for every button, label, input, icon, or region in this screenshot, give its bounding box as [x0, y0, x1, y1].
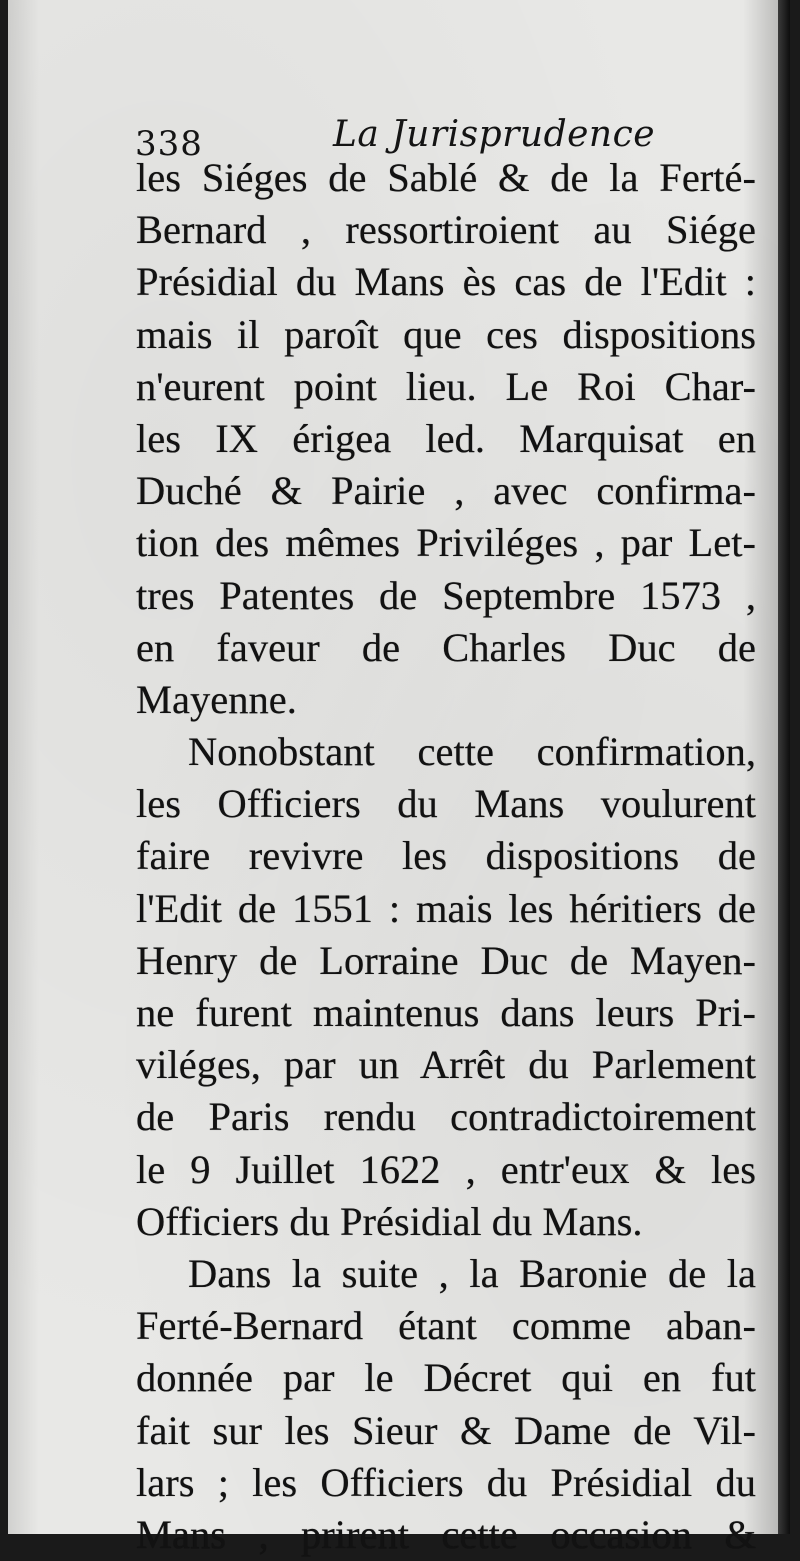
text-line: viléges, par un Arrêt du Parlement	[136, 1042, 756, 1088]
text-line: ne furent maintenus dans leurs Pri-	[136, 990, 756, 1035]
book-page	[8, 0, 790, 1557]
running-title: La Jurisprudence	[333, 114, 656, 155]
text-line: Ferté-Bernard étant comme aban-	[136, 1303, 756, 1349]
text-line: les IX érigea led. Marquisat en	[136, 415, 756, 461]
text-line: fait sur les Sieur & Dame de Vil-	[136, 1407, 756, 1453]
text-line: les Officiers du Mans voulurent	[136, 781, 756, 827]
paragraph-end-line: Officiers du Présidial du Mans.	[136, 1198, 643, 1244]
paragraph-start-line: Dans la suite , la Baronie de la	[188, 1250, 756, 1296]
text-line: tion des mêmes Priviléges , par Let-	[136, 520, 756, 566]
paragraph-end-line: Mayenne.	[136, 676, 297, 722]
text-line: lars ; les Officiers du Présidial du	[136, 1459, 756, 1505]
text-line: l'Edit de 1551 : mais les héritiers de	[136, 885, 756, 931]
text-line: donnée par le Décret qui en fut	[136, 1355, 756, 1401]
text-line: n'eurent point lieu. Le Roi Char-	[136, 363, 756, 409]
text-line: en faveur de Charles Duc de	[136, 624, 756, 670]
text-line: de Paris rendu contradictoirement	[136, 1094, 756, 1140]
text-line: tres Patentes de Septembre 1573 ,	[136, 572, 756, 618]
text-line: Mans , prirent cette occasion &	[136, 1511, 756, 1557]
text-line: mais il paroît que ces dispositions	[136, 311, 756, 357]
page-number: 338	[135, 124, 203, 164]
page-edge-shadow	[778, 0, 790, 1534]
body-text	[136, 152, 756, 1561]
text-line: Bernard , ressortiroient au Siége	[136, 207, 756, 253]
text-line: le 9 Juillet 1622 , entr'eux & les	[136, 1146, 756, 1192]
text-line: Duché & Pairie , avec confirma-	[136, 468, 756, 514]
text-line: Présidial du Mans ès cas de l'Edit :	[136, 259, 756, 305]
text-line: les Siéges de Sablé & de la Ferté-	[136, 155, 756, 200]
paragraph-start-line: Nonobstant cette confirmation,	[188, 729, 756, 775]
text-line: Henry de Lorraine Duc de Mayen-	[136, 937, 756, 983]
text-line: faire revivre les dispositions de	[136, 833, 756, 879]
